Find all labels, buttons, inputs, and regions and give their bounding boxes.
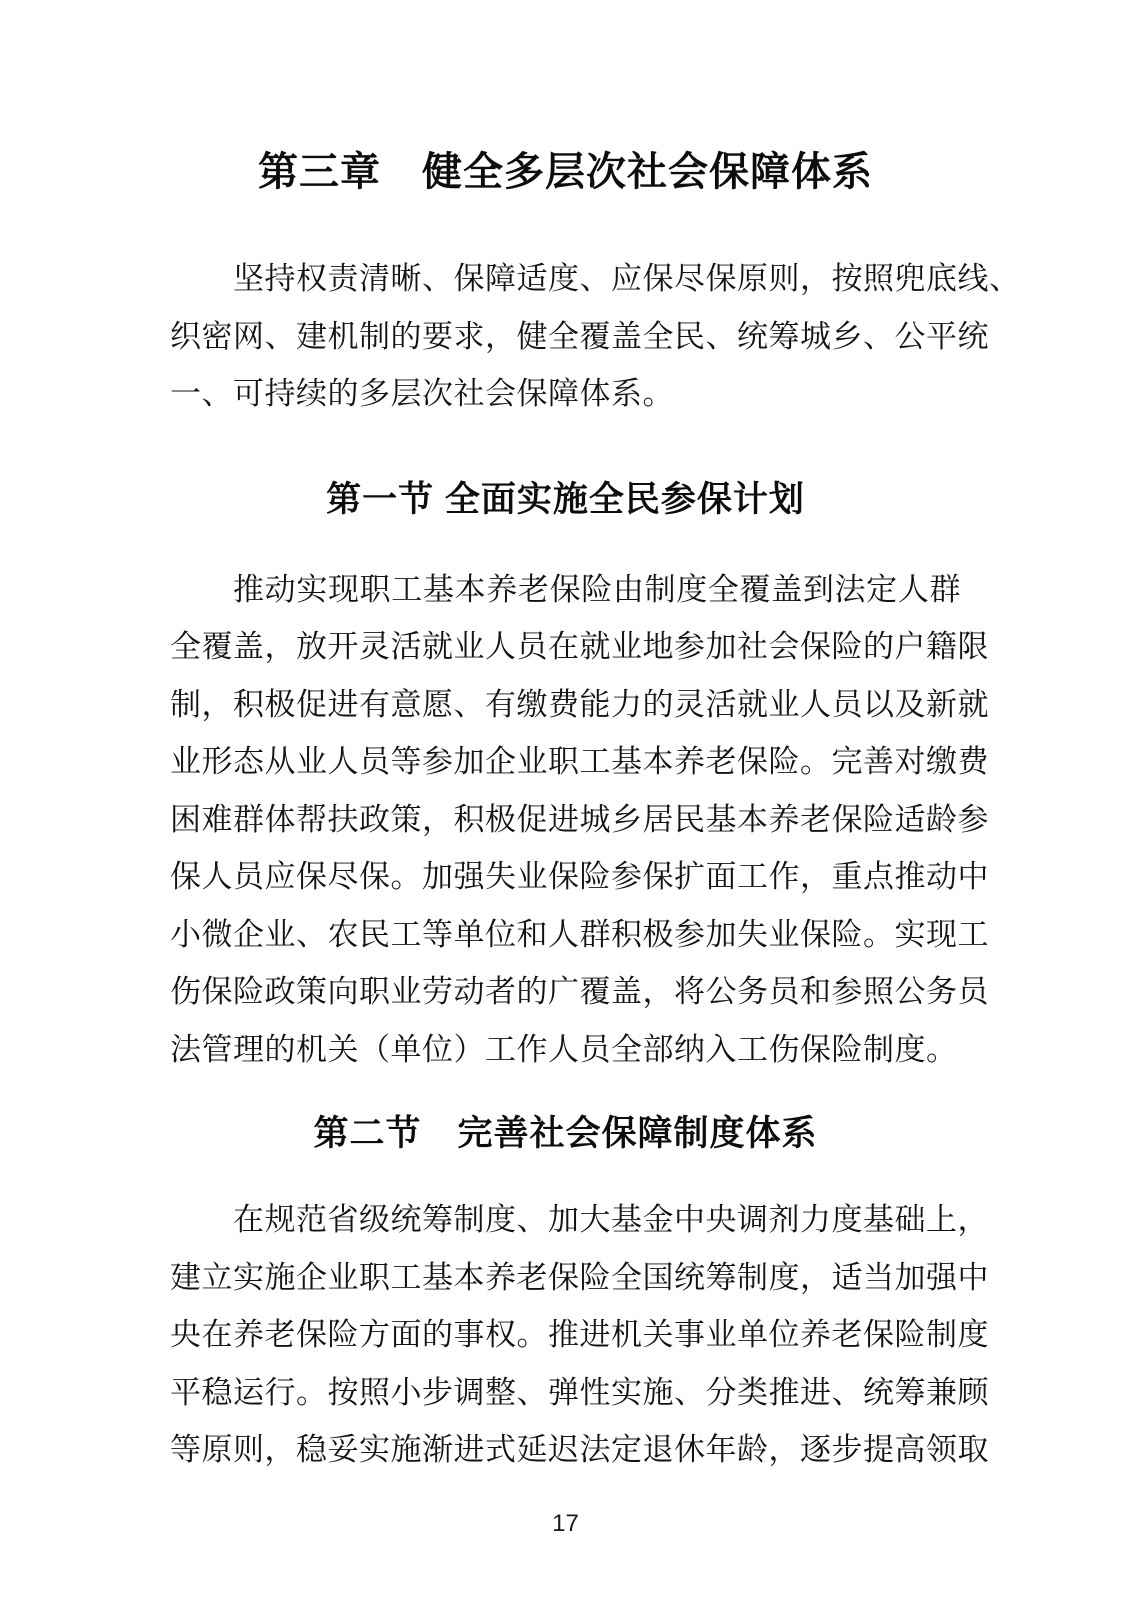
page-content [170, 0, 1021, 1539]
text-line: 央在养老保险方面的事权。推进机关事业单位养老保险制度 [170, 1317, 989, 1352]
chapter-heading: 第三章 健全多层次社会保障体系 [258, 149, 873, 194]
text-line: 法管理的机关（单位）工作人员全部纳入工伤保险制度。 [170, 1031, 958, 1067]
section1-heading: 第一节 全面实施全民参保计划 [326, 479, 805, 519]
text-line: 一、可持续的多层次社会保障体系。 [170, 376, 674, 411]
section2-paragraph [170, 1191, 989, 1479]
text-line: 伤保险政策向职业劳动者的广覆盖，将公务员和参照公务员 [170, 974, 989, 1009]
text-line: 在规范省级统筹制度、加大基金中央调剂力度基础上， [233, 1202, 989, 1237]
text-line: 制，积极促进有意愿、有缴费能力的灵活就业人员以及新就 [170, 686, 989, 722]
text-line: 全覆盖，放开灵活就业人员在就业地参加社会保险的户籍限 [170, 629, 989, 664]
text-line: 困难群体帮扶政策，积极促进城乡居民基本养老保险适龄参 [170, 801, 989, 837]
text-line: 推动实现职工基本养老保险由制度全覆盖到法定人群 [233, 571, 961, 607]
text-line: 坚持权责清晰、保障适度、应保尽保原则，按照兜底线、 [233, 261, 1021, 296]
section1-paragraph [170, 561, 989, 1079]
text-line: 小微企业、农民工等单位和人群积极参加失业保险。实现工 [170, 916, 989, 952]
text-line: 保人员应保尽保。加强失业保险参保扩面工作，重点推动中 [170, 859, 989, 894]
page-number: 17 [552, 1509, 579, 1537]
section2-heading: 第二节 完善社会保障制度体系 [313, 1114, 818, 1153]
text-line: 等原则，稳妥实施渐进式延迟法定退休年龄，逐步提高领取 [170, 1432, 989, 1467]
text-line: 平稳运行。按照小步调整、弹性实施、分类推进、统筹兼顾 [170, 1374, 989, 1410]
intro-paragraph [170, 250, 1021, 423]
text-line: 建立实施企业职工基本养老保险全国统筹制度，适当加强中 [170, 1259, 989, 1295]
text-line: 业形态从业人员等参加企业职工基本养老保险。完善对缴费 [170, 744, 989, 779]
text-line: 织密网、建机制的要求，健全覆盖全民、统筹城乡、公平统 [170, 318, 989, 354]
